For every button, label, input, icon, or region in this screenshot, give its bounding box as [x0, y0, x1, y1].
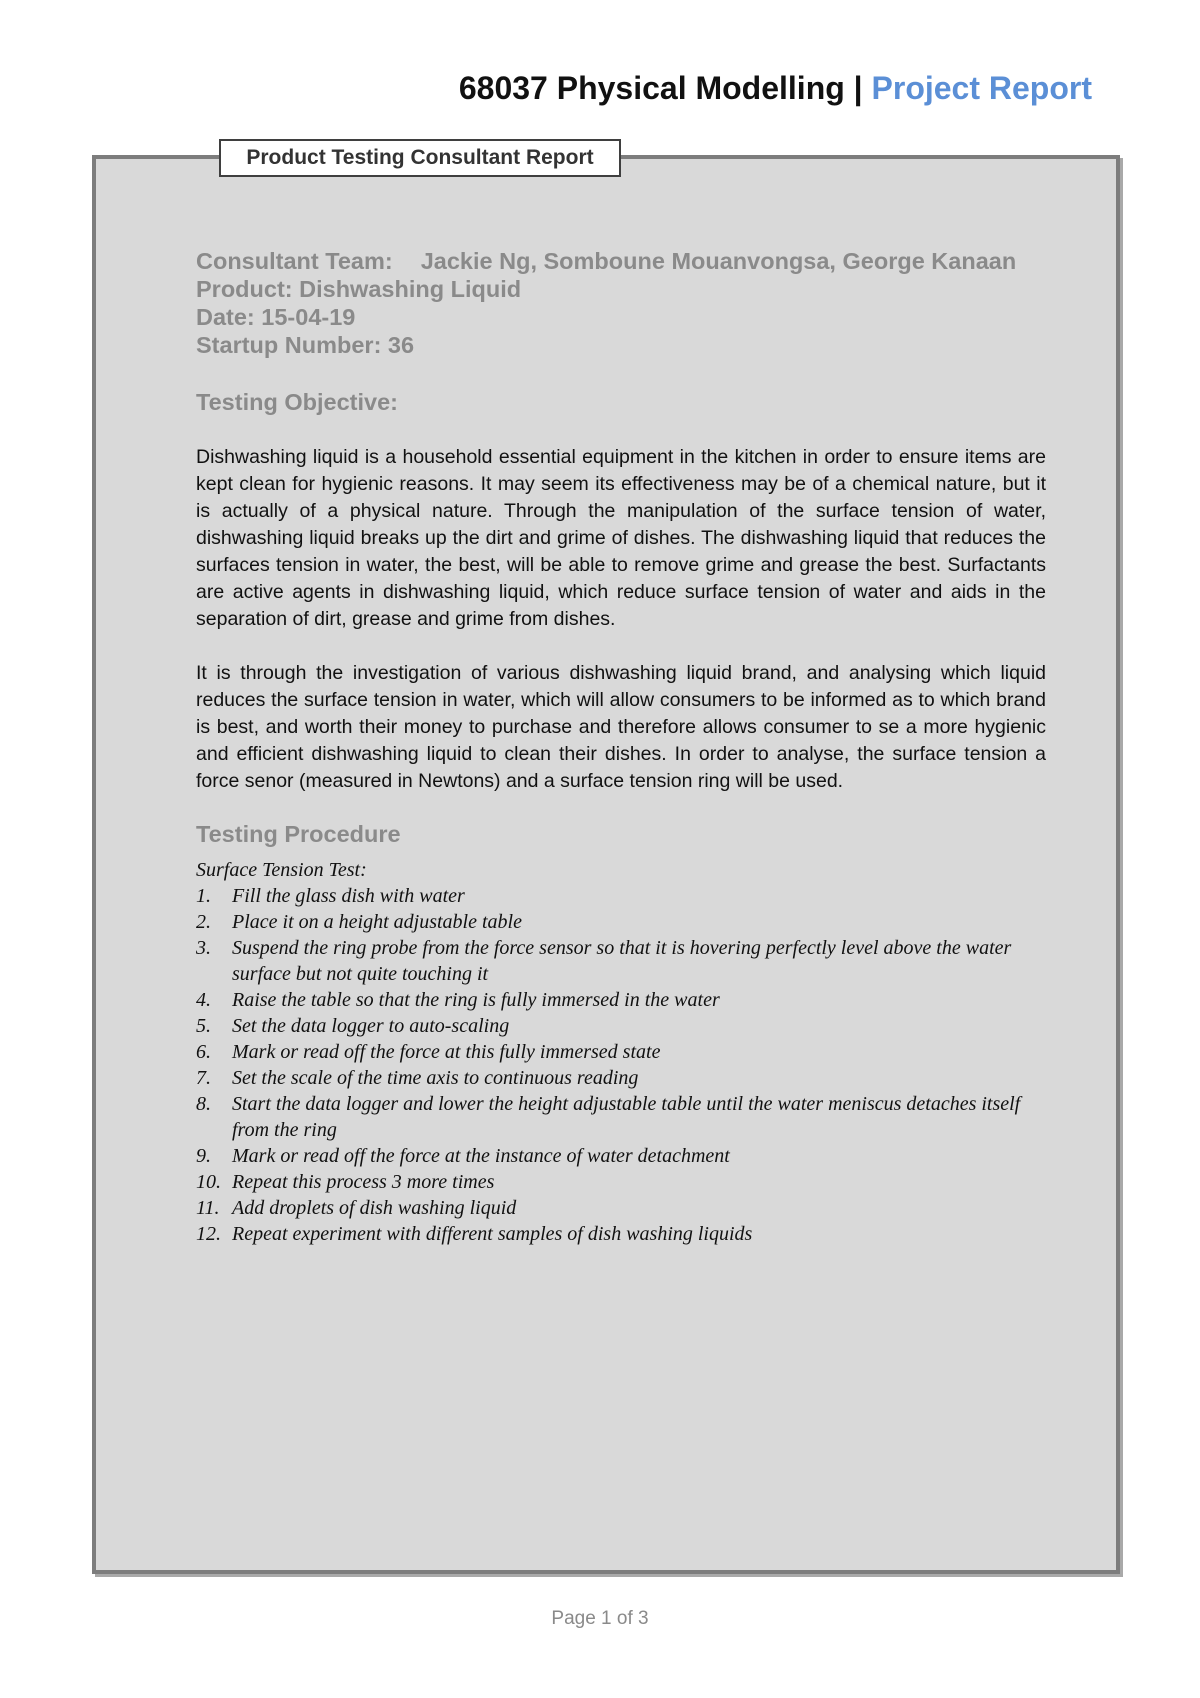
report-content	[196, 247, 1046, 1247]
product-line: Product: Dishwashing Liquid	[196, 276, 522, 302]
startup-line: Startup Number: 36	[196, 332, 415, 358]
procedure-step	[196, 935, 1046, 987]
course-title: 68037 Physical Modelling |	[458, 70, 863, 106]
procedure-step	[196, 1039, 1046, 1065]
step-text: Fill the glass dish with water	[232, 885, 465, 907]
panel-label: Product Testing Consultant Report	[219, 139, 621, 177]
step-text: Set the data logger to auto-scaling	[232, 1015, 510, 1037]
page-number: Page 1 of 3	[551, 1608, 649, 1629]
procedure-step	[196, 1221, 1046, 1247]
page-header	[459, 70, 1092, 107]
date-line: Date: 15-04-19	[196, 304, 356, 330]
procedure-step	[196, 1169, 1046, 1195]
step-number: 9.	[196, 1145, 211, 1167]
step-number: 10.	[196, 1171, 221, 1193]
procedure-intro: Surface Tension Test:	[196, 859, 367, 881]
objective-paragraph-1: Dishwashing liquid is a household essential equipment in the kitchen in order to ensure items are kept clean for hygienic reasons. It may seem its effectiveness may be of a chemical nature, but it is actually of a physical nature. Through the manipulation of the surface tension of water, dishwashing liquid breaks up the dirt and grime of dishes. The dishwashing liquid that reduces the surfaces tension in water, the best, will be able to remove grime and grease the best. Surfactants are active agents in dishwashing liquid, which reduce surface tension of water and aids in the separation of dirt, grease and grime from dishes.	[196, 446, 1046, 630]
doc-type-title: Project Report	[871, 70, 1092, 106]
step-text: Raise the table so that the ring is fully immersed in the water	[232, 989, 720, 1011]
procedure-step	[196, 909, 1046, 935]
team-label: Consultant Team:	[196, 248, 393, 274]
step-number: 7.	[196, 1067, 211, 1089]
step-number: 11.	[196, 1197, 220, 1219]
procedure-step	[196, 1013, 1046, 1039]
step-number: 5.	[196, 1015, 211, 1037]
step-text: Add droplets of dish washing liquid	[232, 1197, 517, 1219]
step-number: 3.	[196, 937, 211, 959]
procedure-step	[196, 1065, 1046, 1091]
step-text: Suspend the ring probe from the force sensor so that it is hovering perfectly level above the water surface but not quite touching it	[232, 937, 1012, 985]
step-number: 12.	[196, 1223, 221, 1245]
team-members: Jackie Ng, Somboune Mouanvongsa, George Kanaan	[420, 248, 1017, 274]
step-text: Mark or read off the force at the instance of water detachment	[232, 1145, 730, 1167]
procedure-step	[196, 987, 1046, 1013]
step-text: Repeat experiment with different samples of dish washing liquids	[232, 1223, 753, 1245]
procedure-step	[196, 883, 1046, 909]
step-text: Place it on a height adjustable table	[232, 911, 522, 933]
step-text: Start the data logger and lower the height adjustable table until the water meniscus detaches itself from the ring	[232, 1093, 1021, 1141]
procedure-step	[196, 1091, 1046, 1143]
procedure-step	[196, 1143, 1046, 1169]
step-number: 4.	[196, 989, 211, 1011]
step-number: 1.	[196, 885, 211, 907]
report-meta	[196, 247, 1046, 359]
step-text: Repeat this process 3 more times	[232, 1171, 495, 1193]
step-number: 8.	[196, 1093, 211, 1115]
consultant-team	[196, 247, 1046, 275]
procedure-title: Testing Procedure	[196, 821, 401, 847]
step-number: 6.	[196, 1041, 211, 1063]
step-text: Set the scale of the time axis to continuous reading	[232, 1067, 639, 1089]
objective-paragraph-2: It is through the investigation of various dishwashing liquid brand, and analysing which liquid reduces the surface tension in water, which will allow consumers to be informed as to which brand is best, and worth their money to purchase and therefore allows consumer to se a more hygienic and efficient dishwashing liquid to clean their dishes. In order to analyse, the surface tension a force senor (measured in Newtons) and a surface tension ring will be used.	[196, 662, 1046, 792]
procedure-steps	[196, 883, 1046, 1247]
step-text: Mark or read off the force at this fully immersed state	[232, 1041, 661, 1063]
objective-title: Testing Objective:	[196, 389, 398, 415]
step-number: 2.	[196, 911, 211, 933]
procedure-step	[196, 1195, 1046, 1221]
